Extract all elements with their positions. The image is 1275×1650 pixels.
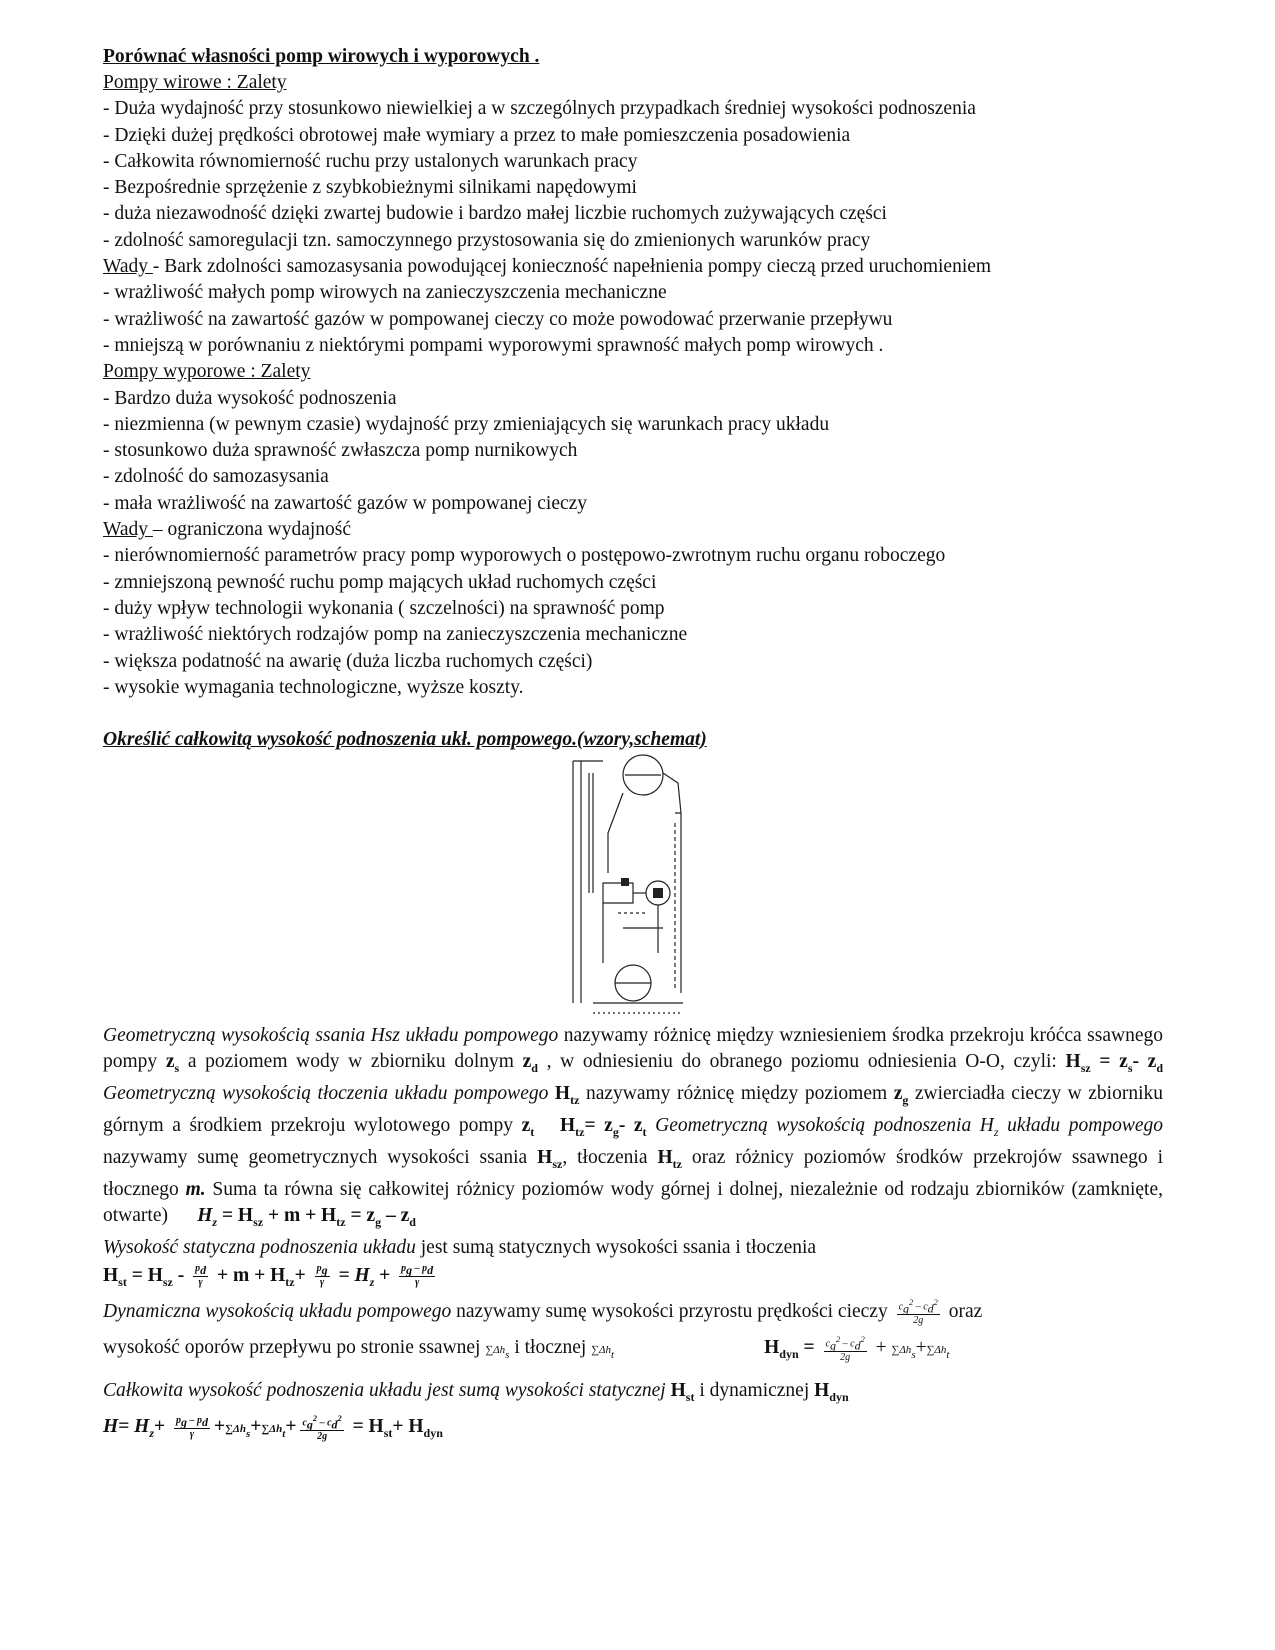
text: oraz różnicy poziomów środków przekrojów ssawnego i tłocznego — [103, 1146, 1164, 1200]
text: a poziomem wody w zbiorniku dolnym — [179, 1051, 523, 1073]
subscript: sz — [552, 1156, 563, 1171]
symbol: H — [103, 1264, 119, 1286]
subscript: dyn — [423, 1426, 443, 1441]
list-item: - mała wrażliwość na zawartość gazów w pompowanej cieczy — [103, 492, 588, 514]
subscript: d — [409, 1214, 416, 1229]
list-item: - Całkowita równomierność ruchu przy ustalonych warunkach pracy — [103, 150, 638, 172]
symbol: H — [537, 1146, 553, 1168]
symbol: + — [374, 1264, 396, 1286]
total-height-def — [103, 1376, 1173, 1412]
list-item: - wrażliwość małych pomp wirowych na zanieczyszczenia mechaniczne — [103, 282, 667, 304]
subscript: st — [383, 1426, 393, 1441]
subscript: d — [202, 1414, 208, 1429]
symbol: z — [522, 1051, 532, 1073]
list-item: - duży wpływ technologii wykonania ( szczelności) na sprawność pomp — [103, 597, 665, 619]
fraction-pg-pd-gamma — [399, 1263, 435, 1289]
symbol: H= H — [103, 1416, 150, 1438]
term-htz: Geometryczną wysokością tłoczenia układu pompowego — [103, 1083, 549, 1105]
schematic-drawing — [563, 753, 713, 1021]
subscript: t — [530, 1124, 535, 1139]
superscript: 2 — [860, 1334, 865, 1344]
wyporowe-zalety-list — [103, 386, 1173, 517]
symbol: ∑Δh — [591, 1344, 612, 1357]
list-item: - stosunkowo duża sprawność zwłaszcza pomp nurnikowych — [103, 440, 578, 462]
symbol: ∑Δh — [485, 1344, 506, 1357]
list-item: - nierównomierność parametrów pracy pomp wyporowych o postępowo-zwrotnym ruchu organu roboczego — [103, 545, 946, 567]
subscript: d — [531, 1061, 538, 1076]
static-height-equation — [103, 1261, 1173, 1297]
symbol: = z — [345, 1204, 376, 1226]
subscript: sz — [1080, 1061, 1091, 1076]
symbol: H — [1065, 1051, 1081, 1073]
symbol: p — [316, 1263, 322, 1275]
symbol: γ — [189, 1428, 195, 1440]
wady-text: – ograniczona wydajność — [152, 519, 352, 541]
symbol: + — [294, 1264, 311, 1286]
symbol: γ — [415, 1277, 420, 1289]
subscript: z — [149, 1426, 154, 1441]
document-page — [103, 44, 1173, 1449]
subscript: d — [331, 1416, 338, 1431]
symbol: z — [521, 1114, 531, 1136]
list-item: - Duża wydajność przy stosunkowo niewielkiej a w szczególnych przypadkach średniej wysokości podnoszenia — [103, 98, 976, 120]
symbol: H — [657, 1146, 673, 1168]
subscript: s — [174, 1061, 180, 1076]
term-dynamic: Dynamiczna wysokością układu pompowego — [103, 1300, 452, 1322]
subscript: d — [854, 1338, 861, 1353]
text: i dynamicznej — [694, 1380, 815, 1402]
symbol: H — [814, 1380, 830, 1402]
symbol: + — [285, 1416, 297, 1438]
symbol: m. — [185, 1178, 206, 1200]
subscript: z — [212, 1214, 218, 1229]
wyporowe-wady-first — [103, 517, 1173, 543]
wirowe-heading: Pompy wirowe : Zalety — [103, 72, 287, 93]
subscript: d — [927, 1301, 934, 1316]
symbol: + — [214, 1416, 226, 1438]
symbol: – c — [840, 1338, 855, 1350]
subscript: sz — [162, 1274, 173, 1289]
text: nazywamy różnicę między poziomem — [579, 1083, 894, 1105]
symbol: H — [670, 1380, 686, 1402]
list-item: - Bezpośrednie sprzężenie z szybkobieżnymi silnikami napędowymi — [103, 177, 637, 199]
subscript: s — [245, 1428, 251, 1441]
symbol: + — [154, 1416, 170, 1438]
symbol: = z — [1090, 1051, 1128, 1073]
symbol: = z — [584, 1114, 613, 1136]
symbol: 2g — [317, 1430, 328, 1442]
wirowe-zalety-list — [103, 96, 1173, 254]
wyporowe-wady-list — [103, 543, 1173, 701]
subscript: t — [642, 1124, 647, 1139]
symbol: - — [172, 1264, 190, 1286]
text: , tłoczenia — [562, 1146, 658, 1168]
list-item: - zdolność do samozasysania — [103, 466, 329, 488]
paragraph-geometric — [103, 1023, 1163, 1234]
symbol: - z — [1132, 1051, 1157, 1073]
subscript: s — [1127, 1061, 1133, 1076]
symbol: p — [176, 1414, 181, 1426]
symbol: ∑Δh — [225, 1423, 246, 1436]
list-item: - większa podatność na awarię (duża liczba ruchomych części) — [103, 650, 593, 672]
subscript: g — [406, 1263, 413, 1278]
wirowe-wady-first — [103, 254, 1173, 280]
symbol: = H — [217, 1204, 254, 1226]
symbol: 2g — [913, 1315, 924, 1327]
symbol: – c — [913, 1301, 928, 1313]
symbol: H — [554, 1083, 571, 1105]
subscript: s — [911, 1349, 916, 1362]
symbol: ∑Δh — [261, 1423, 283, 1436]
list-item: - zdolność samoregulacji tzn. samoczynnego przystosowania się do zmienionych warunków pracy — [103, 229, 871, 251]
list-item: - wrażliwość niektórych rodzajów pomp na zanieczyszczenia mechaniczne — [103, 624, 688, 646]
symbol: + H — [392, 1416, 424, 1438]
subscript: tz — [336, 1214, 346, 1229]
subscript: tz — [570, 1092, 580, 1107]
symbol: H — [197, 1204, 213, 1226]
symbol: + — [870, 1337, 892, 1359]
total-height-equation — [103, 1412, 1173, 1449]
symbol: - z — [618, 1114, 643, 1136]
fraction-velocity-3 — [300, 1413, 343, 1443]
symbol: γ — [320, 1277, 325, 1289]
fraction-pd-gamma — [193, 1263, 208, 1289]
subscript: tz — [285, 1274, 295, 1289]
dynamic-height-def — [103, 1297, 1173, 1328]
symbol: ∑Δh — [891, 1344, 912, 1357]
symbol: c — [825, 1338, 830, 1350]
symbol: γ — [198, 1277, 203, 1289]
subscript: d — [200, 1263, 207, 1278]
superscript: 2 — [835, 1334, 841, 1344]
text: Suma ta równa się całkowitej różnicy poziomów wody górnej i dolnej, niezależnie od rodzaju zbiorników (zamknięte, otwarte) — [103, 1178, 1163, 1226]
text: nazywamy sumę geometrycznych wysokości ssania — [103, 1146, 538, 1168]
symbol: = H — [347, 1416, 384, 1438]
symbol: + — [915, 1337, 927, 1359]
term-static: Wysokość statyczna podnoszenia układu — [103, 1236, 416, 1258]
subscript: g — [902, 1092, 909, 1107]
superscript: 2 — [933, 1298, 938, 1308]
list-item: - zmniejszoną pewność ruchu pomp mających układ ruchomych części — [103, 571, 657, 593]
superscript: 2 — [312, 1413, 318, 1423]
symbol: – p — [412, 1263, 428, 1275]
subscript: d — [1156, 1061, 1163, 1076]
symbol: 2g — [840, 1352, 851, 1364]
subscript: s — [505, 1349, 510, 1362]
symbol: p — [195, 1263, 201, 1275]
fraction-velocity-2 — [824, 1334, 867, 1364]
wyporowe-heading: Pompy wyporowe : Zalety — [103, 361, 311, 383]
list-item: - Bardzo duża wysokość podnoszenia — [103, 387, 397, 409]
static-height-def — [103, 1235, 1173, 1261]
symbol: H — [559, 1114, 576, 1136]
subscript: g — [612, 1124, 619, 1139]
symbol: H — [764, 1337, 780, 1359]
section2-title: Określić całkowitą wysokość podnoszenia ukł. pompowego.(wzory,schemat) — [103, 729, 707, 751]
subscript: d — [427, 1263, 434, 1278]
text: zwierciadła cieczy w zbiorniku górnym a środkiem przekroju wylotowego pompy — [103, 1083, 1163, 1136]
subscript: dyn — [829, 1390, 849, 1405]
subscript: tz — [575, 1124, 585, 1139]
list-item: - wysokie wymagania technologiczne, wyższe koszty. — [103, 676, 524, 698]
list-item: - Dzięki dużej prędkości obrotowej małe wymiary a przez to małe pomieszczenia posadowienia — [103, 124, 851, 146]
wady-label: Wady — [103, 519, 153, 541]
symbol: = H — [333, 1264, 370, 1286]
pump-system-schematic — [103, 753, 1173, 1023]
subscript: t — [611, 1349, 615, 1362]
list-item: - duża niezawodność dzięki zwartej budowie i bardzo małej liczbie ruchomych zużywających części — [103, 203, 887, 225]
text: , w odniesieniu do obranego poziomu odniesienia O-O, czyli: — [537, 1051, 1066, 1073]
text: wysokość oporów przepływu po stronie ssawnej — [103, 1337, 486, 1359]
symbol: p — [401, 1263, 407, 1275]
subscript: st — [118, 1274, 127, 1289]
symbol: = — [798, 1337, 820, 1359]
subscript: sz — [253, 1214, 264, 1229]
fraction-velocity — [897, 1297, 940, 1327]
subscript: dyn — [779, 1347, 799, 1362]
superscript: 2 — [337, 1413, 342, 1423]
symbol: c — [898, 1301, 904, 1313]
list-item: - wrażliwość na zawartość gazów w pompowanej cieczy co może powodować przerwanie przepływu — [103, 308, 893, 330]
symbol: z — [165, 1051, 175, 1073]
subscript: g — [321, 1263, 328, 1278]
term-hz-rest: układu pompowego — [998, 1114, 1163, 1136]
symbol: = H — [126, 1264, 163, 1286]
subscript: z — [993, 1124, 999, 1139]
subscript: t — [946, 1349, 950, 1362]
symbol: c — [302, 1416, 307, 1428]
symbol: – p — [187, 1414, 202, 1426]
dynamic-height-eq-line — [103, 1333, 1173, 1370]
subscript: t — [282, 1428, 286, 1441]
subscript: g — [181, 1414, 187, 1429]
symbol: z — [893, 1083, 903, 1105]
subscript: g — [375, 1214, 382, 1229]
text: nazywamy różnicę między wzniesieniem środka przekroju króćca ssawnego pompy — [103, 1025, 1163, 1073]
symbol: + m + H — [263, 1204, 337, 1226]
fraction-pg-gamma — [315, 1263, 330, 1289]
text: i tłocznej — [509, 1337, 592, 1359]
symbol: – z — [381, 1204, 410, 1226]
text: nazywamy sumę wysokości przyrostu prędkości cieczy — [451, 1300, 893, 1322]
doc-title: Porównać własności pomp wirowych i wyporowych . — [103, 46, 540, 67]
subscript: st — [685, 1390, 695, 1405]
text: oraz — [943, 1300, 983, 1322]
term-total: Całkowita wysokość podnoszenia układu jest sumą wysokości statycznej — [103, 1380, 671, 1402]
list-item: - niezmienna (w pewnym czasie) wydajność przy zmieniających się warunkach pracy układu — [103, 413, 830, 435]
wady-label: Wady — [103, 256, 153, 278]
symbol: + — [250, 1416, 262, 1438]
wirowe-wady-list — [103, 280, 1173, 359]
subscript: z — [369, 1274, 375, 1289]
term-hsz: Geometryczną wysokością ssania Hsz układu pompowego — [103, 1025, 559, 1047]
symbol: – c — [317, 1416, 332, 1428]
subscript: tz — [672, 1156, 682, 1171]
superscript: 2 — [909, 1298, 914, 1308]
wady-text: - Bark zdolności samozasysania powodującej konieczność napełnienia pompy cieczą przed uruchomieniem — [152, 256, 992, 278]
subscript: g — [829, 1338, 836, 1353]
symbol: ∑Δh — [926, 1344, 947, 1357]
text: jest sumą statycznych wysokości ssania i tłoczenia — [415, 1236, 817, 1258]
subscript: g — [903, 1301, 910, 1316]
subscript: g — [306, 1416, 313, 1431]
term-hz: Geometryczną wysokością podnoszenia H — [646, 1114, 994, 1136]
list-item: - mniejszą w porównaniu z niektórymi pompami wyporowymi sprawność małych pomp wirowych . — [103, 334, 884, 356]
fraction-pg-pd-gamma-2 — [174, 1415, 210, 1441]
symbol: + m + H — [212, 1264, 286, 1286]
